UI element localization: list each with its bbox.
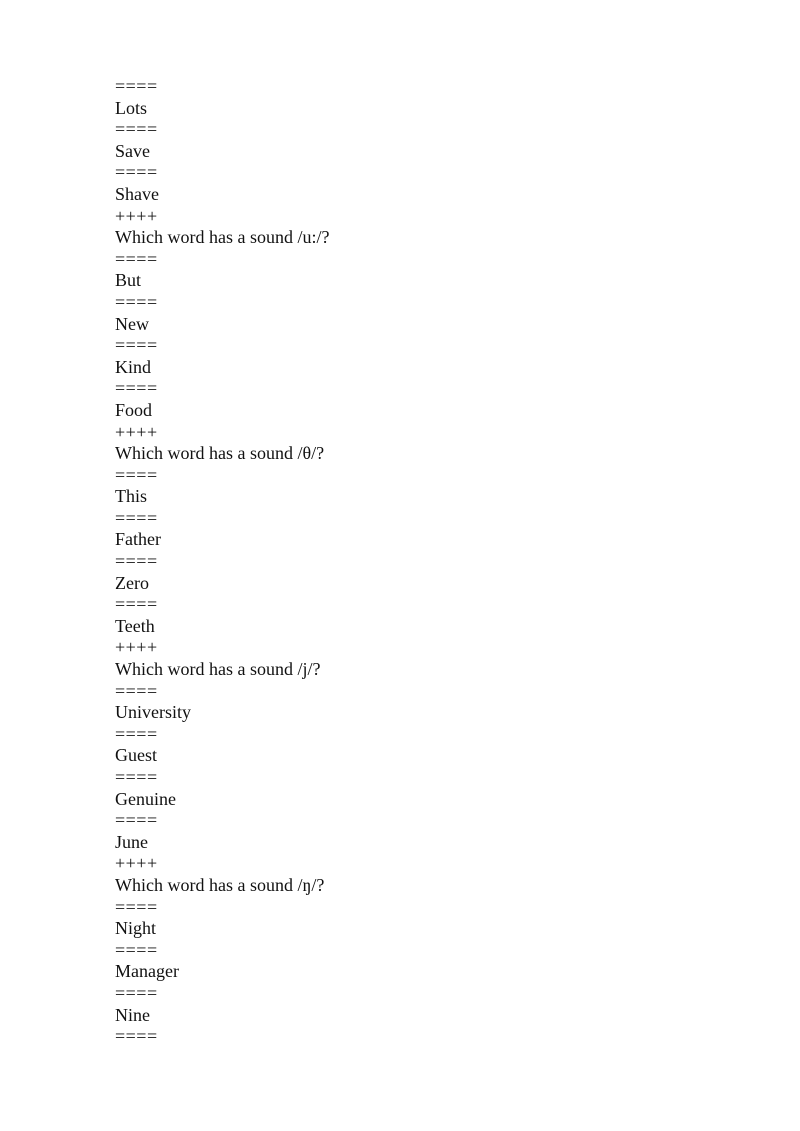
answer-option: But xyxy=(115,270,142,291)
option-separator: ==== xyxy=(115,248,158,269)
answer-option: Zero xyxy=(115,572,149,593)
document-body xyxy=(115,76,715,1048)
answer-option: This xyxy=(115,486,148,507)
question-separator: ++++ xyxy=(115,853,158,874)
option-separator: ==== xyxy=(115,162,158,183)
option-separator: ==== xyxy=(115,464,158,485)
option-separator: ==== xyxy=(115,119,158,140)
option-separator: ==== xyxy=(115,594,158,615)
answer-option: Manager xyxy=(115,961,179,982)
option-separator: ==== xyxy=(115,896,158,917)
answer-option: Genuine xyxy=(115,788,176,809)
answer-option: University xyxy=(115,702,191,723)
option-separator: ==== xyxy=(115,507,158,528)
question-separator: ++++ xyxy=(115,205,158,226)
option-separator: ==== xyxy=(115,939,158,960)
answer-option: Guest xyxy=(115,745,157,766)
question-text: Which word has a sound /u:/? xyxy=(115,227,330,248)
option-separator: ==== xyxy=(115,551,158,572)
question-text: Which word has a sound /θ/? xyxy=(115,443,325,464)
answer-option: Food xyxy=(115,399,153,420)
option-separator: ==== xyxy=(115,982,158,1003)
option-separator: ==== xyxy=(115,378,158,399)
answer-option: Nine xyxy=(115,1004,150,1025)
option-separator: ==== xyxy=(115,680,158,701)
option-separator: ==== xyxy=(115,76,158,96)
question-separator: ++++ xyxy=(115,421,158,442)
option-separator: ==== xyxy=(115,767,158,787)
answer-option: Shave xyxy=(115,183,159,204)
answer-option: Father xyxy=(115,529,161,550)
answer-option: Teeth xyxy=(115,615,155,636)
question-text: Which word has a sound /ŋ/? xyxy=(115,874,325,895)
answer-option: Kind xyxy=(115,356,151,377)
answer-option: Night xyxy=(115,918,157,939)
answer-option: Save xyxy=(115,140,150,161)
answer-option: New xyxy=(115,313,149,334)
answer-option: Lots xyxy=(115,97,148,118)
question-text: Which word has a sound /j/? xyxy=(115,659,321,680)
answer-option: June xyxy=(115,831,148,852)
option-separator: ==== xyxy=(115,291,158,312)
option-separator: ==== xyxy=(115,810,158,831)
option-separator: ==== xyxy=(115,723,158,744)
option-separator: ==== xyxy=(115,1026,158,1047)
option-separator: ==== xyxy=(115,335,158,356)
question-separator: ++++ xyxy=(115,637,158,658)
